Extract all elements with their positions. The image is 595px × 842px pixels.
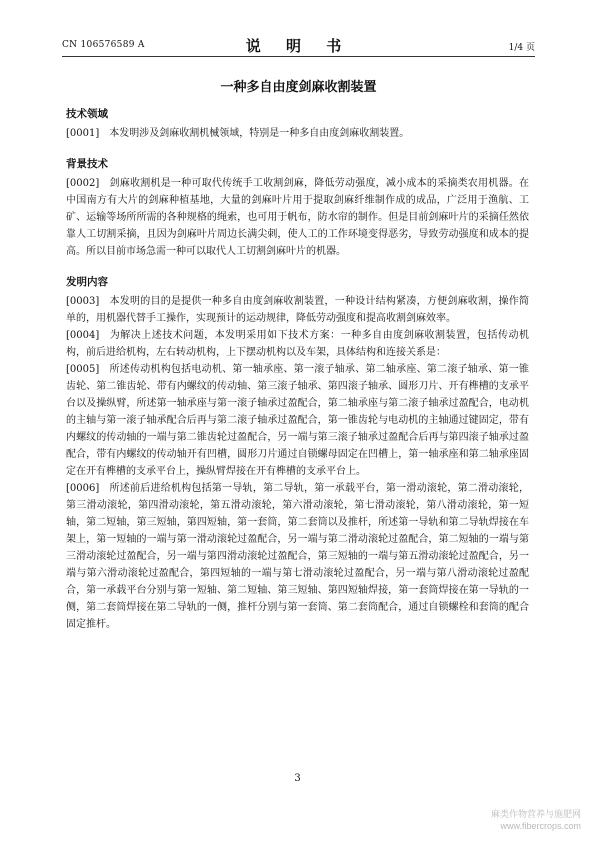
- document-body: [66, 106, 529, 633]
- page-of-count: 1/4 页: [508, 43, 535, 53]
- paragraph: [66, 361, 529, 480]
- watermark-url: www.fibercrops.com: [500, 821, 581, 831]
- paragraph-number: [0006]: [66, 483, 100, 494]
- paragraph: [66, 125, 529, 142]
- paragraph-number: [0005]: [66, 364, 100, 375]
- section-background: [66, 156, 529, 260]
- document-type: 说 明 书: [245, 37, 352, 55]
- paragraph-text: 本发明涉及剑麻收割机械领域，特别是一种多自由度剑麻收割装置。: [109, 128, 410, 139]
- section-heading: 发明内容: [66, 276, 108, 288]
- paragraph: [66, 175, 529, 260]
- paragraph-number: [0002]: [66, 178, 100, 189]
- paragraph-text: 所述传动机构包括电动机、第一轴承座、第一滚子轴承、第二轴承座、第二滚子轴承、第一锥齿轮、第二锥齿轮、带有内螺纹的传动轴、第三滚子轴承、第四滚子轴承、圆形刀片、开有榫槽的支承平台以及操纵臂，所述第一轴承座与第一滚子轴承过盈配合，第二轴承座与第二滚子轴承过盈配合，电动机的主轴与第一滚子轴承配合后再与第二滚子轴承过盈配合，第一锥齿轮与电动机的主轴通过键固定，带有内螺纹的传动轴的一端与第二锥齿轮过盈配合，另一端与第三滚子轴承过盈配合后再与第四滚子轴承过盈配合，带有内螺纹的传动轴开有凹槽，圆形刀片通过自锁螺母固定在凹槽上，第一轴承座和第二轴承座固定在开有榫槽的支承平台上，操纵臂焊接在开有榫槽的支承平台上。: [66, 364, 529, 477]
- page-header: [62, 34, 535, 57]
- section-heading: 技术领域: [66, 108, 108, 120]
- section-summary: [66, 274, 529, 633]
- publication-number: CN 106576589 A: [62, 40, 145, 50]
- paragraph-text: 所述前后进给机构包括第一导轨，第二导轨，第一承载平台，第一滑动滚轮，第二滑动滚轮，第三滑动滚轮，第四滑动滚轮，第五滑动滚轮，第六滑动滚轮，第七滑动滚轮，第八滑动滚轮，第一短轴，第二短轴，第三短轴，第四短轴，第一套筒，第二套筒以及推杆，所述第一导轨和第二导轨焊接在车架上，第一短轴的一端与第一滑动滚轮过盈配合，另一端与第二滑动滚轮过盈配合，第二短轴的一端与第三滑动滚轮过盈配合，另一端与第四滑动滚轮过盈配合，第三短轴的一端与第五滑动滚轮过盈配合，另一端与第六滑动滚轮过盈配合，第四短轴的一端与第七滑动滚轮过盈配合，另一端与第八滑动滚轮过盈配合，第一承载平台分别与第一短轴、第二短轴、第三短轴、第四短轴焊接，第一套筒焊接在第一导轨的一侧，第二套筒焊接在第二导轨的一侧，推杆分别与第一套筒、第二套筒配合，通过自锁螺栓和套筒的配合固定推杆。: [66, 483, 529, 630]
- page-number: 3: [294, 773, 301, 784]
- paragraph-text: 本发明的目的是提供一种多自由度剑麻收割装置，一种设计结构紧凑，方便剑麻收割，操作简单的，用机器代替手工操作，实现预计的运动规律，降低劳动强度和提高收割剑麻效率。: [66, 296, 529, 324]
- paragraph-number: [0004]: [66, 330, 100, 341]
- paragraph: [66, 293, 529, 327]
- section-heading: 背景技术: [66, 158, 108, 170]
- paragraph-number: [0003]: [66, 296, 100, 307]
- paragraph-text: 剑麻收割机是一种可取代传统手工收割剑麻，降低劳动强度，减小成本的采摘类农用机器。在中国南方有大片的剑麻种植基地，大量的剑麻叶片用于提取剑麻纤维制作成的成品，广泛用于渔航、工矿、运输等场所所需的各种规格的绳索，也可用于帆布，防水帘的制作。但是目前剑麻叶片的采摘任然依靠人工切割采摘，且因为剑麻叶片周边长满尖刺，使人工的工作环境变得恶劣，导致劳动强度和成本的提高。所以目前市场急需一种可以取代人工切割剑麻叶片的机器。: [66, 178, 529, 257]
- watermark: [491, 808, 581, 832]
- paragraph-number: [0001]: [66, 128, 100, 139]
- document-title: 一种多自由度剑麻收割装置: [220, 80, 377, 95]
- paragraph: [66, 480, 529, 633]
- paragraph: [66, 327, 529, 361]
- section-technical-field: [66, 106, 529, 142]
- watermark-site-name: 麻类作物营养与施肥网: [490, 809, 581, 819]
- paragraph-text: 为解决上述技术问题，本发明采用如下技术方案：一种多自由度剑麻收割装置，包括传动机构，前后进给机构，左右转动机构，上下摆动机构以及车架，具体结构和连接关系是：: [66, 330, 529, 358]
